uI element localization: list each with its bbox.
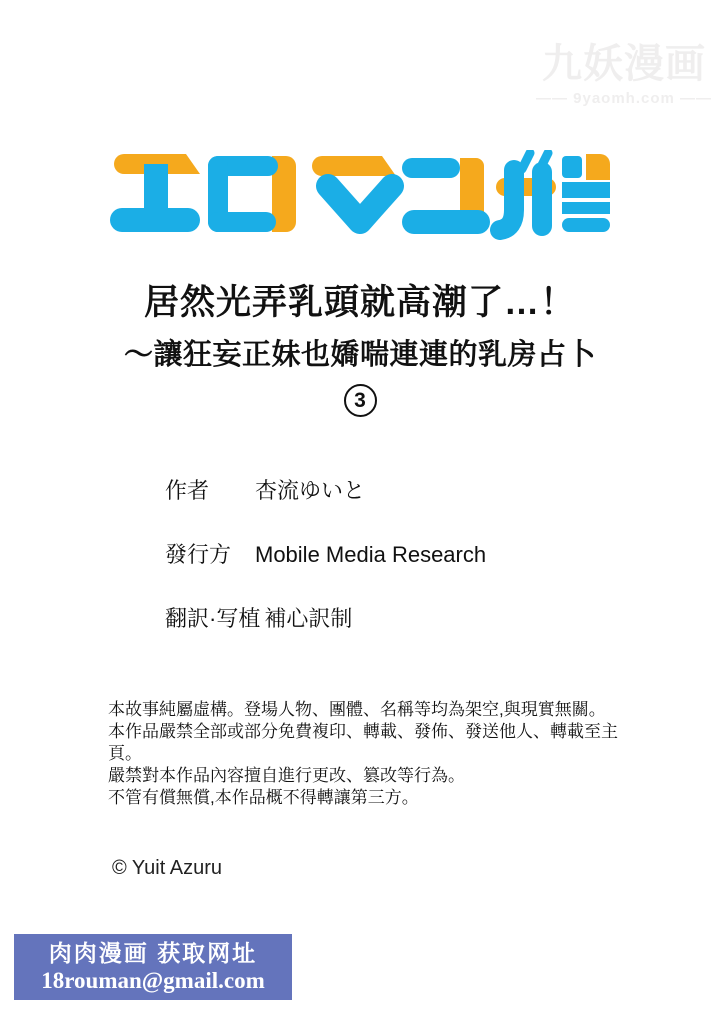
disclaimer-line-3: 嚴禁對本作品內容擅自進行更改、篡改等行為。: [108, 766, 465, 785]
title-line2: ～讓狂妄正妹也嬌喘連連的乳房占卜: [123, 339, 596, 371]
eromanga-logo: [110, 150, 610, 240]
credit-value-author: 杏流ゆいと: [255, 478, 366, 503]
watermark-title: 九妖漫画: [542, 42, 706, 86]
credit-label-author: 作者: [165, 478, 210, 503]
credit-value-translation: 補心訳制: [264, 606, 353, 631]
disclaimer-line-2: 本作品嚴禁全部或部分免費複印、轉載、發佈、發送他人、轉載至主頁。: [108, 722, 618, 763]
credit-row-publisher: [165, 538, 486, 569]
credit-row-author: [165, 474, 486, 505]
watermark-url: —— 9yaomh.com ——: [535, 90, 713, 107]
title-line1: 居然光弄乳頭就高潮了…！: [143, 283, 576, 322]
disclaimer-block: [108, 699, 648, 809]
logo-char-ro: [208, 156, 296, 232]
eromanga-logo-svg: [110, 150, 610, 240]
logo-char-ma: [312, 156, 396, 222]
logo-char-ga: [496, 153, 556, 230]
credit-label-publisher: 發行方: [165, 542, 232, 567]
title-block: [0, 283, 720, 417]
credit-value-publisher: Mobile Media Research: [255, 542, 487, 567]
scanlation-banner: [14, 934, 292, 1000]
site-watermark: [534, 42, 714, 107]
volume-number-badge: 3: [344, 384, 377, 417]
logo-char-e: [110, 154, 200, 232]
banner-email: 18rouman@gmail.com: [41, 968, 265, 993]
credit-row-translation: [165, 602, 486, 633]
credits-section: [165, 474, 486, 666]
disclaimer-line-1: 本故事純屬虛構。登場人物、團體、名稱等均為架空,與現實無關。: [108, 700, 606, 719]
credit-label-translation: 翻訳·写植: [165, 606, 261, 631]
logo-char-shima: [562, 154, 610, 232]
copyright-notice: © Yuit Azuru: [112, 857, 222, 879]
disclaimer-line-4: 不管有償無償,本作品概不得轉讓第三方。: [108, 788, 419, 807]
logo-char-n: [402, 158, 490, 234]
banner-site-name: 肉肉漫画 获取网址: [48, 940, 258, 966]
